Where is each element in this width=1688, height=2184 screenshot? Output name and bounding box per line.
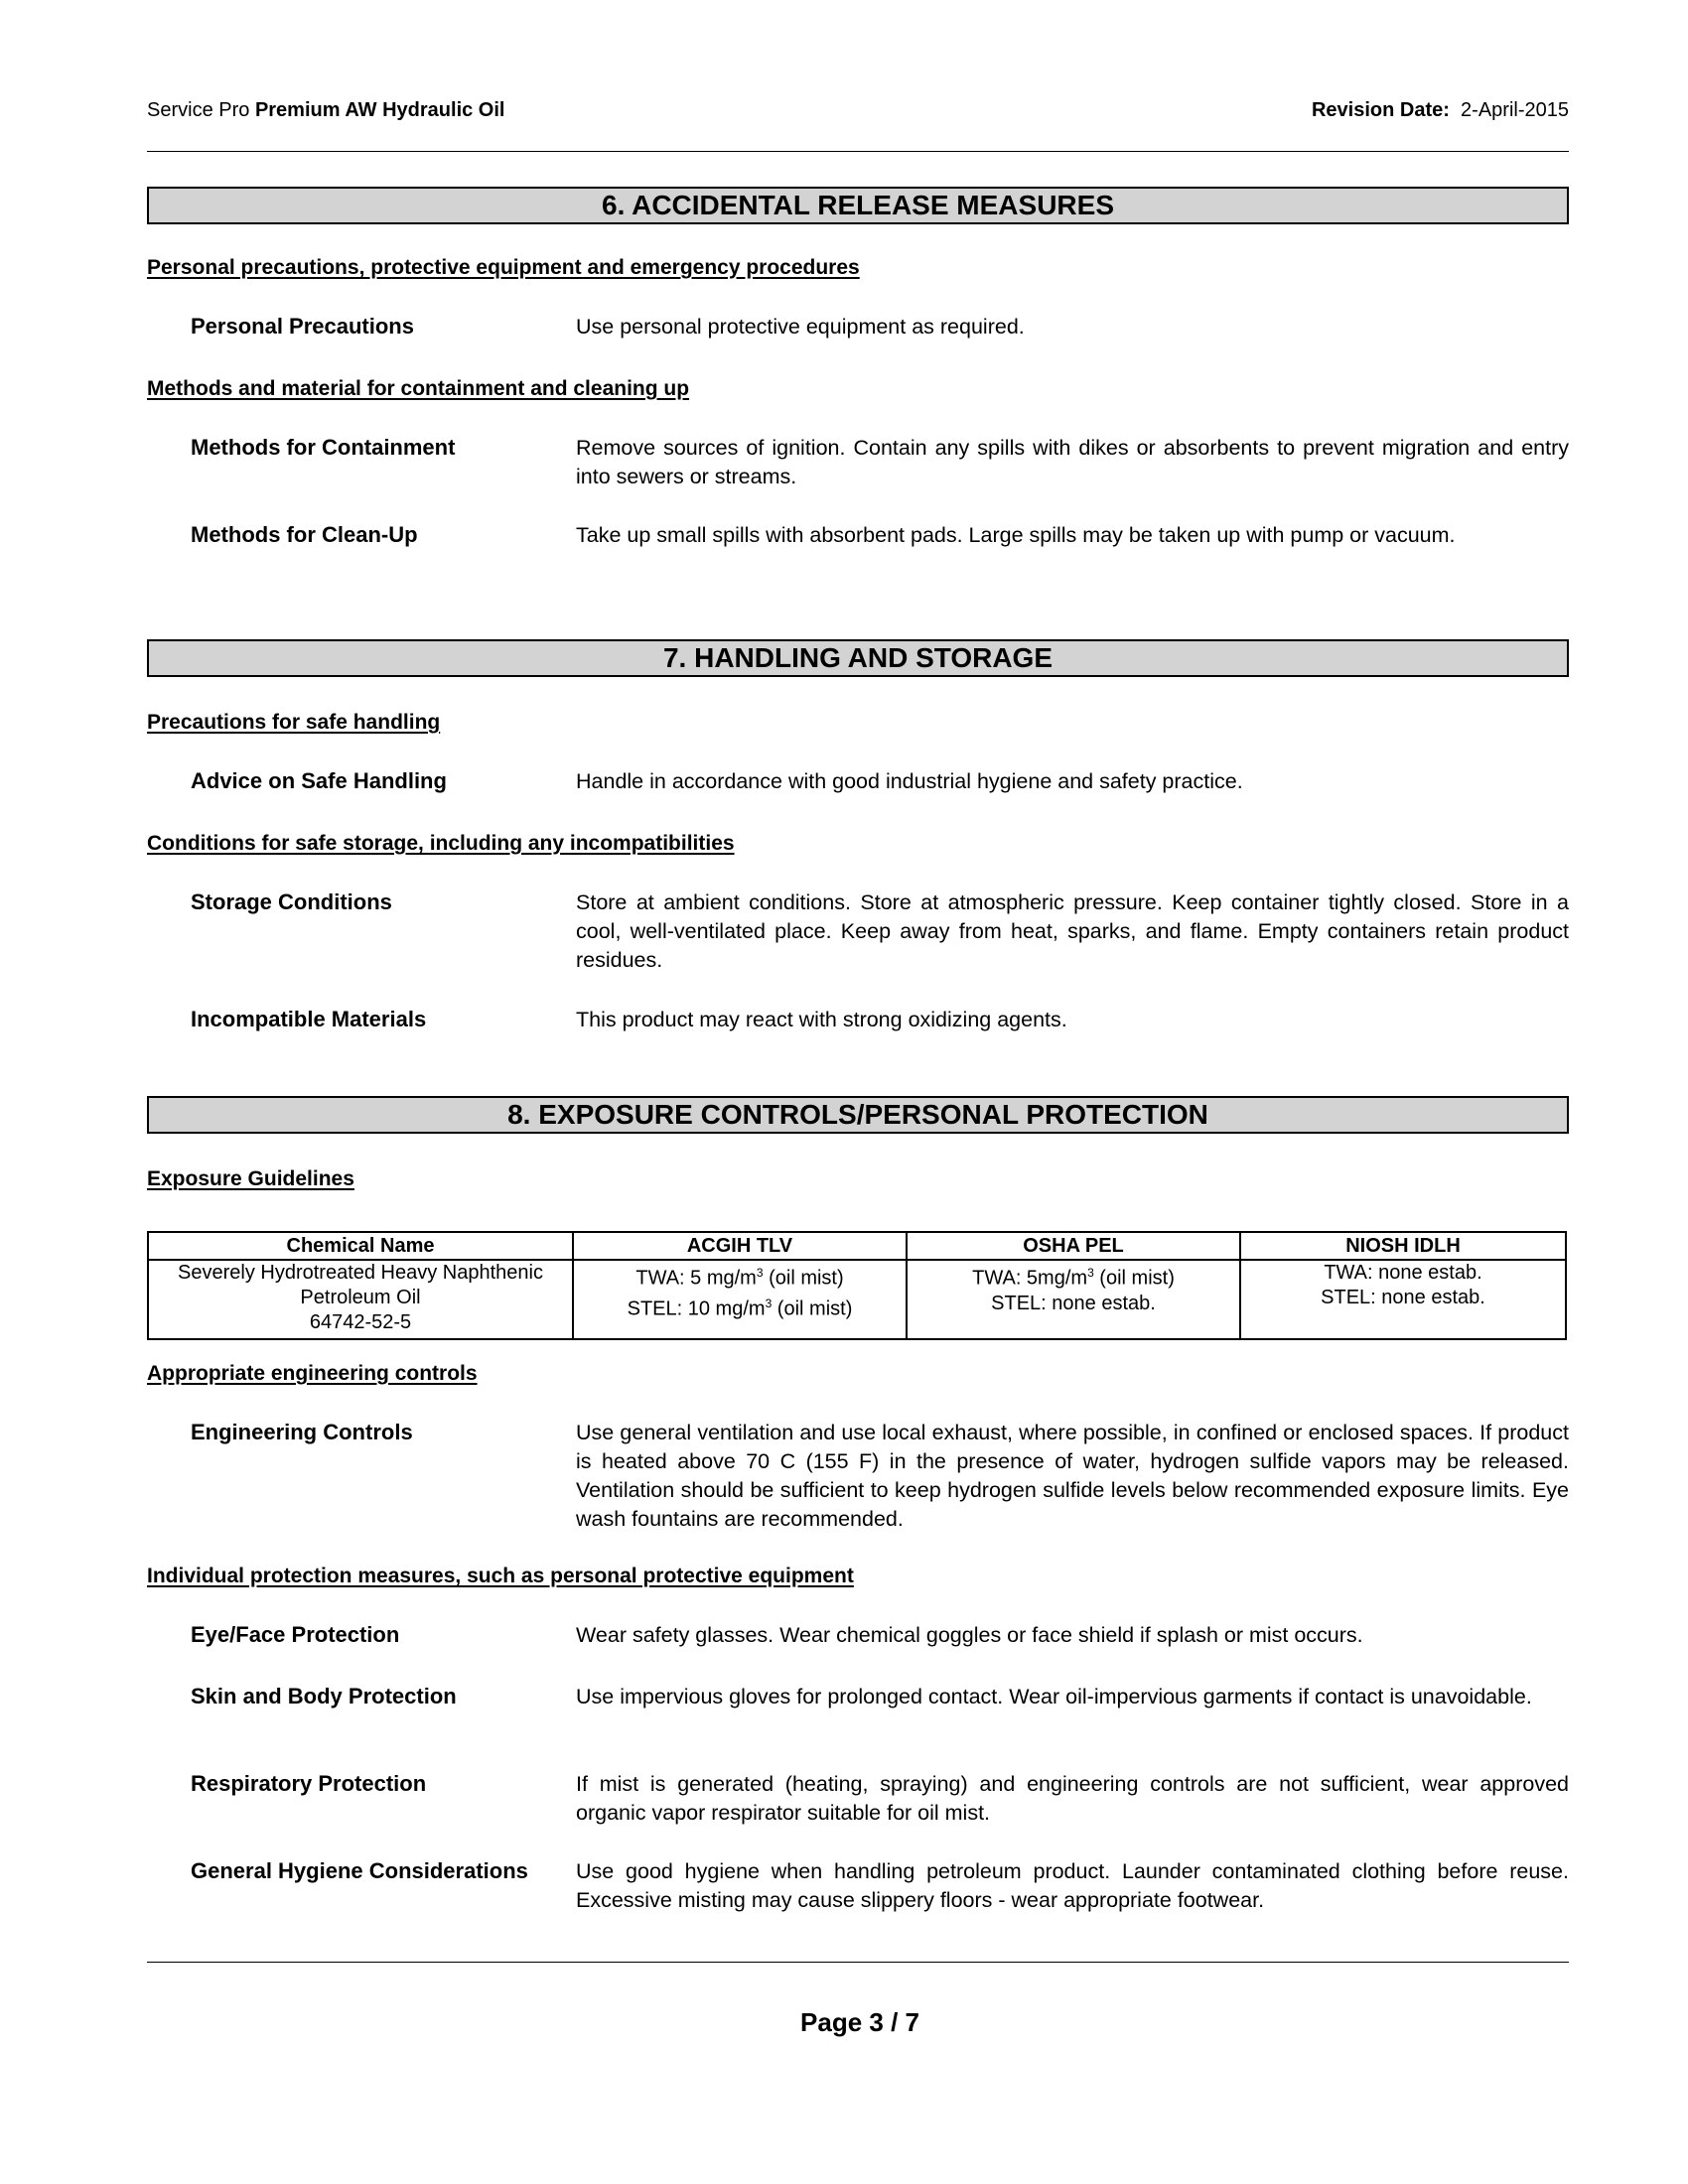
containment-label: Methods for Containment xyxy=(191,435,456,460)
acgih-cell xyxy=(573,1260,907,1339)
revision-date: 2-April-2015 xyxy=(1461,99,1569,121)
table-header-cell: OSHA PEL xyxy=(907,1232,1240,1260)
containment-text: Remove sources of ignition. Contain any spills with dikes or absorbents to prevent migration and entry into sewers or streams. xyxy=(576,436,1569,488)
incompatible-materials-label: Incompatible Materials xyxy=(191,1007,427,1031)
engineering-controls-text: Use general ventilation and use local exhaust, where possible, in confined or enclosed spaces. If product is heated above 70 C (155 F) in the presence of water, hydrogen sulfide vapors may be released. Ventilation should be sufficient to keep hydrogen sulfide levels below recommended exposure limits. Eye wash fountains are recommended. xyxy=(576,1421,1569,1531)
personal-precautions-label: Personal Precautions xyxy=(191,314,414,339)
page-number: Page 3 / 7 xyxy=(800,2007,919,2037)
header-rule xyxy=(147,151,1569,152)
revision-label: Revision Date: xyxy=(1311,99,1450,121)
acgih-stel-suffix: (oil mist) xyxy=(772,1297,853,1320)
superscript: 3 xyxy=(1087,1266,1094,1280)
acgih-twa-suffix: (oil mist) xyxy=(763,1267,844,1290)
osha-twa-suffix: (oil mist) xyxy=(1093,1267,1175,1290)
personal-precautions-text: Use personal protective equipment as required. xyxy=(576,315,1025,339)
osha-cell xyxy=(907,1260,1240,1339)
safe-handling-label: Advice on Safe Handling xyxy=(191,768,447,793)
exposure-guidelines-table xyxy=(147,1231,1567,1340)
safe-handling-text: Handle in accordance with good industrial hygiene and safety practice. xyxy=(576,769,1243,793)
eye-face-protection-label: Eye/Face Protection xyxy=(191,1622,400,1647)
osha-twa xyxy=(912,1261,1235,1292)
incompatible-materials-text: This product may react with strong oxidizing agents. xyxy=(576,1008,1067,1031)
niosh-stel: STEL: none estab. xyxy=(1321,1287,1485,1308)
section-8-title: 8. EXPOSURE CONTROLS/PERSONAL PROTECTION xyxy=(147,1096,1569,1134)
section-7-subheading-1: Precautions for safe handling xyxy=(147,711,441,734)
superscript: 3 xyxy=(756,1266,764,1280)
niosh-cell xyxy=(1240,1260,1566,1339)
eye-face-protection-text: Wear safety glasses. Wear chemical goggles or face shield if splash or mist occurs. xyxy=(576,1623,1363,1647)
chemical-name-cell xyxy=(148,1260,573,1339)
revision-info xyxy=(1312,99,1569,122)
niosh-twa: TWA: none estab. xyxy=(1324,1262,1482,1284)
section-6-subheading-2: Methods and material for containment and cleaning up xyxy=(147,377,690,400)
section-8-subheading-3: Individual protection measures, such as personal protective equipment xyxy=(147,1565,854,1587)
engineering-controls-label: Engineering Controls xyxy=(191,1420,413,1444)
storage-conditions-label: Storage Conditions xyxy=(191,889,392,914)
table-header-cell: ACGIH TLV xyxy=(573,1232,907,1260)
table-header-cell: Chemical Name xyxy=(148,1232,573,1260)
respiratory-protection-text: If mist is generated (heating, spraying) and engineering controls are not sufficient, wear approved organic vapor respirator suitable for oil mist. xyxy=(576,1772,1569,1825)
acgih-twa xyxy=(578,1261,902,1292)
respiratory-protection-label: Respiratory Protection xyxy=(191,1771,427,1796)
section-7-title: 7. HANDLING AND STORAGE xyxy=(147,639,1569,677)
skin-body-protection-label: Skin and Body Protection xyxy=(191,1684,457,1708)
table-header-row xyxy=(148,1232,1566,1260)
section-6-title: 6. ACCIDENTAL RELEASE MEASURES xyxy=(147,187,1569,224)
section-8-subheading-1: Exposure Guidelines xyxy=(147,1167,354,1190)
skin-body-protection-text: Use impervious gloves for prolonged contact. Wear oil-impervious garments if contact is unavoidable. xyxy=(576,1685,1532,1708)
superscript: 3 xyxy=(765,1296,773,1310)
acgih-twa-value: TWA: 5 mg/m xyxy=(635,1267,757,1290)
acgih-stel xyxy=(578,1292,902,1322)
acgih-stel-value: STEL: 10 mg/m xyxy=(627,1297,766,1320)
section-8-subheading-2: Appropriate engineering controls xyxy=(147,1362,478,1385)
cas-number: 64742-52-5 xyxy=(309,1311,412,1333)
table-row xyxy=(148,1260,1566,1339)
product-title xyxy=(147,99,504,122)
general-hygiene-label: General Hygiene Considerations xyxy=(191,1858,528,1883)
cleanup-label: Methods for Clean-Up xyxy=(191,522,418,547)
product-name: Premium AW Hydraulic Oil xyxy=(254,99,505,121)
section-6-subheading-1: Personal precautions, protective equipment and emergency procedures xyxy=(147,256,860,279)
product-prefix: Service Pro xyxy=(147,99,255,121)
chemical-name-line: Petroleum Oil xyxy=(300,1287,421,1308)
osha-stel: STEL: none estab. xyxy=(991,1292,1156,1314)
chemical-name-line: Severely Hydrotreated Heavy Naphthenic xyxy=(178,1262,543,1284)
table-header-cell: NIOSH IDLH xyxy=(1240,1232,1566,1260)
storage-conditions-text: Store at ambient conditions. Store at atmospheric pressure. Keep container tightly closed. Store in a cool, well-ventilated place. Keep away from heat, sparks, and flame. Empty containers retain product residues. xyxy=(576,890,1569,972)
general-hygiene-text: Use good hygiene when handling petroleum product. Launder contaminated clothing before reuse. Excessive misting may cause slippery floors - wear appropriate footwear. xyxy=(576,1859,1569,1912)
osha-twa-value: TWA: 5mg/m xyxy=(972,1267,1088,1290)
section-7-subheading-2: Conditions for safe storage, including any incompatibilities xyxy=(147,832,735,855)
footer-rule xyxy=(147,1962,1569,1963)
cleanup-text: Take up small spills with absorbent pads. Large spills may be taken up with pump or vacuum. xyxy=(576,523,1456,547)
